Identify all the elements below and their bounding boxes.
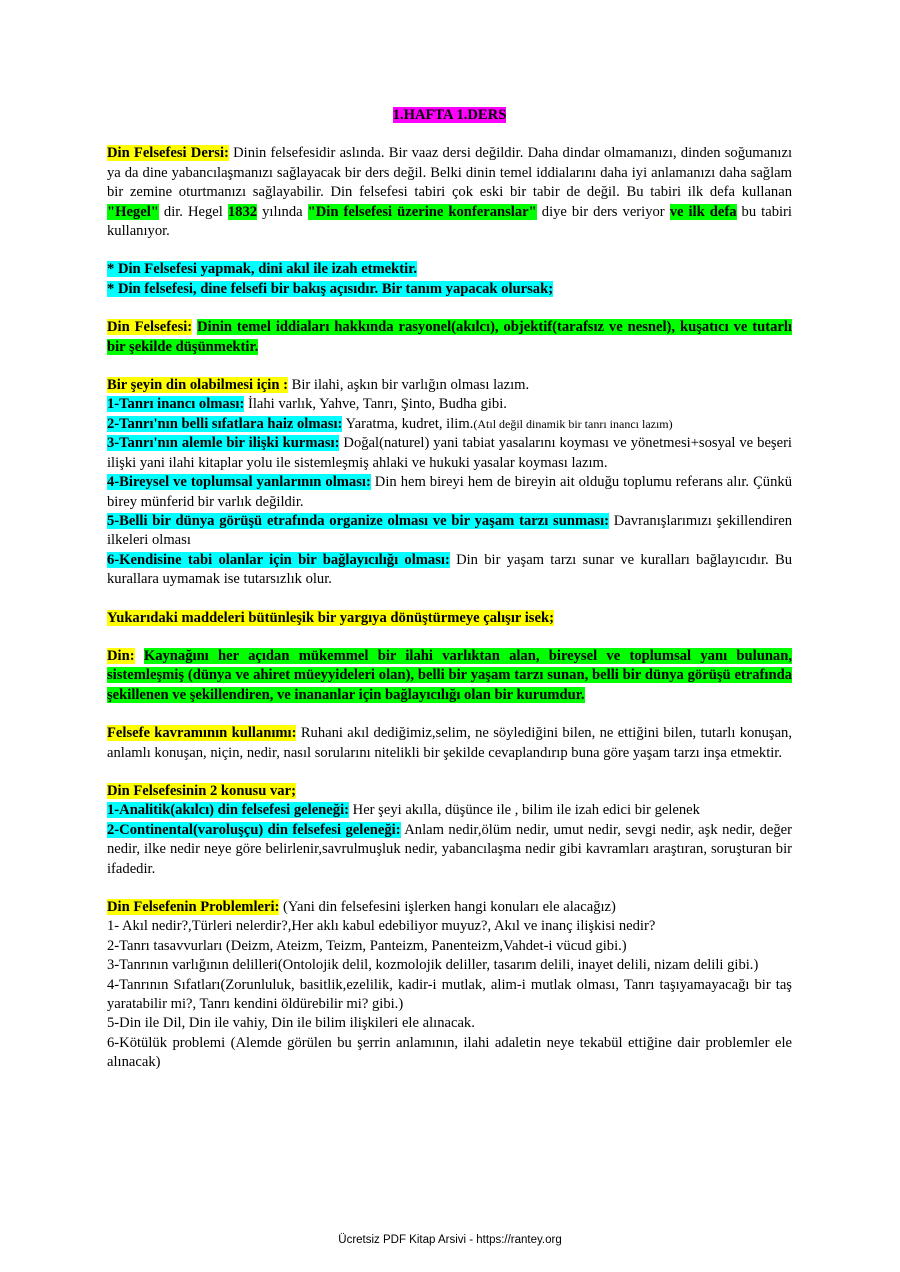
condition-4-text: Din hem bireyi hem de bireyin ait olduğu toplumu referans alır. Çünkü birey münferid bir varlık değildir. <box>107 474 792 510</box>
spacer <box>107 763 792 782</box>
intro-text-5: bu tabiri kullanıyor. <box>107 203 792 240</box>
topic-2-text: Anlam nedir,ölüm nedir, umut nedir, sevgi nedir, aşk nedir, değer nedir, ilke nedir neye göre belirlenir,savrulmuşluk nedir, yabancılaşma nedir gibi kavramları araştıran, soruşturan bir ifadedir. <box>107 821 792 877</box>
condition-item-3 <box>107 434 792 473</box>
problem-item-5: 5-Din ile Dil, Din ile vahiy, Din ile bilim ilişkileri ele alınacak. <box>107 1015 475 1032</box>
spacer <box>107 879 792 898</box>
problem-item-4: 4-Tanrının Sıfatları(Zorunluluk, basitlik,ezelilik, kadir-i mutlak, alim-i mutlak olması, Tanrı taşıyamayacağı bir taş yaratabilir mi?, Tanrı kendini öldürebilir mi? gibi.) <box>107 976 792 1013</box>
bullet-1 <box>107 260 792 279</box>
condition-2-note: (Atıl değil dinamik bir tanrı inancı lazım) <box>473 416 673 431</box>
intro-text-1: Dinin felsefesidir aslında. Bir vaaz dersi değildir. Daha dindar olmamanızı, dinden soğumanızı ya da dine yabancılaşmanızı sağlayacak bir ders değil. Belki dinin temel iddialarını daha iyi anlamanızı daha sağlam bir zemine oturtmanızı sağlayabilir. Din felsefesi tabiri çok eski bir tabir de değil. Bu tabiri ilk defa kullanan <box>107 145 792 201</box>
conditions-label-text: Bir ilahi, aşkın bir varlığın olması lazım. <box>287 377 530 394</box>
problem-item-1: 1- Akıl nedir?,Türleri nelerdir?,Her aklı kabul edebiliyor muyuz?, Akıl ve inanç ilişkisi nedir? <box>107 918 656 935</box>
problems-label: Din Felsefenin Problemleri: <box>107 899 280 915</box>
condition-2-label: 2-Tanrı'nın belli sıfatlara haiz olması: <box>107 415 343 432</box>
topic-1-text: Her şeyi akılla, düşünce ile , bilim ile izah edici bir gelenek <box>349 802 700 819</box>
condition-3-label: 3-Tanrı'nın alemle bir ilişki kurması: <box>107 435 340 452</box>
bullet-2-text: * Din felsefesi, dine felsefi bir bakış açısıdır. Bir tanım yapacak olursak; <box>107 280 554 297</box>
spacer <box>107 241 792 260</box>
intro-label: Din Felsefesi Dersi: <box>107 145 229 162</box>
topic-1-label: 1-Analitik(akılcı) din felsefesi geleneği: <box>107 802 349 819</box>
topics-heading-text: Din Felsefesinin 2 konusu var; <box>107 782 296 799</box>
bullet-1-text: * Din Felsefesi yapmak, dini akıl ile izah etmektir. <box>107 261 417 278</box>
document-body <box>107 106 792 1073</box>
bullet-2 <box>107 280 792 299</box>
problem-item-3: 3-Tanrının varlığının delilleri(Ontolojik delil, kozmolojik deliller, tasarım delili, inayet delili, nizam delili gibi.) <box>107 957 759 974</box>
intro-text-4: diye bir ders veriyor <box>536 203 670 220</box>
intro-paragraph <box>107 144 792 241</box>
intro-text-3: yılında <box>257 203 308 220</box>
problem-item-6: 6-Kötülük problemi (Alemde görülen bu şerrin anlamının, ilahi adaletin neye tekabül ettiğine dair problemler ele alınacak) <box>107 1034 792 1071</box>
spacer <box>107 299 792 318</box>
intro-lectures: "Din felsefesi üzerine konferanslar" <box>307 203 537 220</box>
title-text: 1.HAFTA 1.DERS <box>392 107 507 123</box>
condition-5-text: Davranışlarımızı şekillendiren ilkeleri olması <box>107 512 792 549</box>
condition-6-label: 6-Kendisine tabi olanlar için bir bağlayıcılığı olması: <box>107 551 450 568</box>
condition-5-label: 5-Belli bir dünya görüşü etrafında organize olması ve bir yaşam tarzı sunması: <box>107 512 609 529</box>
topic-item-2 <box>107 821 792 879</box>
problems-intro <box>107 898 792 917</box>
condition-item-4 <box>107 473 792 512</box>
problem-item-2: 2-Tanrı tasavvurları (Deizm, Ateizm, Teizm, Panteizm, Panenteizm,Vahdet-i vücud gibi.) <box>107 937 627 954</box>
conditions-label: Bir şeyin din olabilmesi için : <box>107 377 288 394</box>
felsefe-use-label: Felsefe kavramının kullanımı: <box>107 725 297 742</box>
conditions-intro <box>107 376 792 395</box>
summary-heading <box>107 609 792 628</box>
condition-1-text: İlahi varlık, Yahve, Tanrı, Şinto, Budha gibi. <box>244 396 507 413</box>
intro-hegel: "Hegel" <box>107 203 159 220</box>
intro-first: ve ilk defa <box>669 203 737 220</box>
spacer <box>107 590 792 609</box>
page-title <box>107 106 792 125</box>
din-text: Kaynağını her açıdan mükemmel bir ilahi varlıktan alan, bireysel ve toplumsal yanı bulunan, sistemleşmiş (dünya ve ahiret müeyyideleri olan), belli bir yaşam tarzı sunan, belli bir dünya görüşü etrafında şekillenen ve şekillendiren, ve inananlar için bağlayıcılığı olan bir kurumdur. <box>107 647 792 703</box>
condition-1-label: 1-Tanrı inancı olması: <box>107 396 245 413</box>
condition-6-text: Din bir yaşam tarzı sunar ve kuralları bağlayıcıdır. Bu kurallara uymamak ise tutarsızlık olur. <box>107 551 792 588</box>
felsefe-use-text: Ruhani akıl dediğimiz,selim, ne söylediğini bilen, ne ettiğini bilen, tutarlı konuşan, anlamlı konuşan, niçin, nedir, nasıl sorularını nitelikli bir şekilde cevaplandırıp buna göre yaşam tarzı inşa etmektir. <box>107 725 793 761</box>
spacer <box>107 357 792 376</box>
condition-item-6 <box>107 551 792 590</box>
condition-2-text: Yaratma, kudret, ilim. <box>342 415 474 432</box>
page-footer: Ücretsiz PDF Kitap Arsivi - https://rantey.org <box>338 1234 562 1246</box>
condition-item-2 <box>107 415 792 434</box>
intro-text-2: dir. Hegel <box>158 203 228 220</box>
felsefe-use-paragraph <box>107 724 792 763</box>
intro-year: 1832 <box>227 203 258 220</box>
definition-label: Din Felsefesi: <box>107 319 193 336</box>
topic-item-1 <box>107 801 792 820</box>
problems-label-text: (Yani din felsefesini işlerken hangi konuları ele alacağız) <box>279 899 616 915</box>
topic-2-label: 2-Continental(varoluşçu) din felsefesi geleneği: <box>107 821 401 838</box>
condition-item-1 <box>107 395 792 414</box>
definition-paragraph <box>107 318 792 357</box>
spacer <box>107 628 792 647</box>
topics-heading <box>107 782 792 801</box>
condition-item-5 <box>107 512 792 551</box>
din-label: Din: <box>107 647 135 664</box>
definition-text: Dinin temel iddiaları hakkında rasyonel(akılcı), objektif(tarafsız ve nesnel), kuşatıcı ve tutarlı bir şekilde düşünmektir. <box>107 319 792 355</box>
condition-4-label: 4-Bireysel ve toplumsal yanlarının olması: <box>107 474 371 491</box>
spacer <box>107 705 792 724</box>
condition-3-text: Doğal(naturel) yani tabiat yasalarını koyması ve yönetmesi+sosyal ve beşeri ilişki yani ilahi kitaplar yolu ile sistemleşmiş ahlaki ve hukuki yasalar koyması lazım. <box>107 435 792 471</box>
summary-heading-text: Yukarıdaki maddeleri bütünleşik bir yargıya dönüştürmeye çalışır isek; <box>107 609 554 626</box>
din-definition <box>107 647 792 705</box>
